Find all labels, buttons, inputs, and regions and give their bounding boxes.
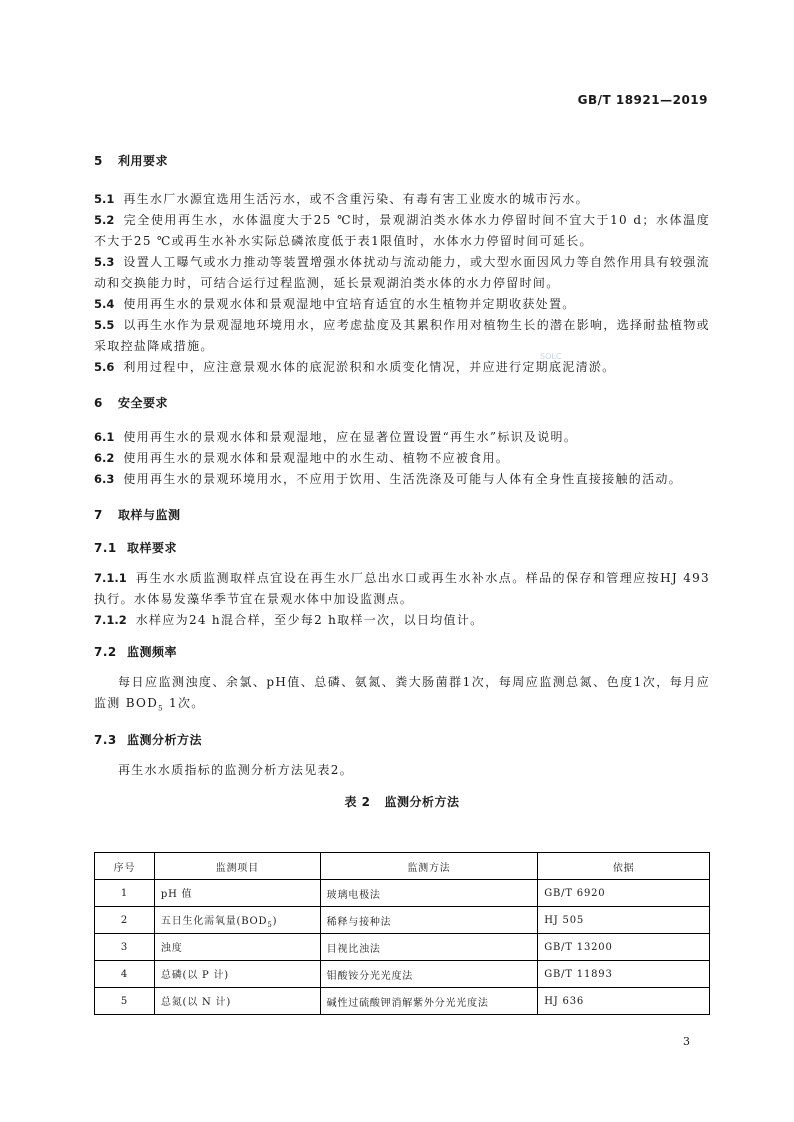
table-row: [95, 961, 710, 988]
column-header: 监测项目: [154, 853, 320, 880]
clause-6-1: [94, 427, 710, 448]
section-number: 7: [94, 508, 103, 522]
clause-text: 设置人工曝气或水力推动等装置增强水体扰动与流动能力，或大型水面因风力等自然作用具有较强流动和交换能力时，可结合运行过程监测，延长景观湖泊类水体的水力停留时间。: [94, 255, 710, 290]
section-title: 利用要求: [118, 154, 169, 168]
section-number: 5: [94, 154, 103, 168]
item-text: 五日生化需氧量(BOD: [160, 915, 268, 927]
section-number: 7.3: [94, 733, 117, 748]
item-subscript: 5: [267, 920, 273, 929]
clause-number: 6.3: [94, 472, 115, 486]
table-row: [95, 880, 710, 907]
section-title: 安全要求: [118, 396, 169, 410]
item-tail: ): [272, 915, 278, 927]
clause-number: 7.1.1: [94, 571, 127, 585]
table-caption: [94, 793, 710, 810]
clause-text: 完全使用再生水，水体温度大于25 ℃时，景观湖泊类水体水力停留时间不宜大于10 d；水体温度不大于25 ℃或再生水补水实际总磷浓度低于表1限值时，水体水力停留时间可延长。: [94, 213, 710, 248]
cell-no: 3: [95, 934, 155, 961]
clause-text: 再生水水质监测取样点宜设在再生水厂总出水口或再生水补水点。样品的保存和管理应按HJ 493执行。水体易发藻华季节宜在景观水体中加设监测点。: [94, 571, 710, 606]
column-header: 监测方法: [320, 853, 538, 880]
table-row: [95, 934, 710, 961]
clause-5-6: [94, 357, 710, 378]
clause-number: 5.5: [94, 318, 115, 332]
table-title: 监测分析方法: [384, 795, 460, 810]
item-text: 浊度: [160, 942, 183, 954]
item-text: 总氮(以 N 计): [160, 996, 232, 1008]
clause-number: 5.2: [94, 213, 115, 227]
subscript: 5: [158, 704, 164, 713]
cell-item: [154, 907, 320, 934]
section-number: 7.2: [94, 645, 117, 659]
clause-text: 使用再生水的景观水体和景观湿地，应在显著位置设置“再生水”标识及说明。: [123, 430, 578, 444]
clause-number: 5.4: [94, 297, 115, 311]
clause-number: 5.1: [94, 192, 115, 206]
section-6-heading: [94, 394, 710, 411]
item-text: 总磷(以 P 计): [160, 969, 230, 981]
clause-number: 7.1.2: [94, 613, 127, 627]
clause-text: 以再生水作为景观湿地环境用水，应考虑盐度及其累积作用对植物生长的潜在影响，选择耐盐植物或采取控盐降咸措施。: [94, 318, 710, 353]
clause-5-4: [94, 294, 710, 315]
clause-number: 6.1: [94, 430, 115, 444]
cell-no: 5: [95, 988, 155, 1015]
clause-text: 再生水厂水源宜选用生活污水，或不含重污染、有毒有害工业废水的城市污水。: [123, 192, 589, 206]
clause-text: 使用再生水的景观水体和景观湿地中宜培育适宜的水生植物并定期收获处置。: [123, 297, 576, 311]
section-7-heading: [94, 506, 710, 523]
section-title: 取样与监测: [118, 508, 181, 522]
clause-text: 利用过程中，应注意景观水体的底泥淤积和水质变化情况，并应进行定期底泥清淤。: [123, 360, 616, 374]
clause-6-3: [94, 469, 710, 490]
cell-item: [154, 880, 320, 907]
frequency-text-b: 1次。: [163, 696, 205, 710]
clause-number: 5.3: [94, 255, 115, 269]
cell-basis: GB/T 13200: [538, 934, 710, 961]
clause-text: 水样应为24 h混合样，至少每2 h取样一次，以日均值计。: [135, 613, 484, 627]
watermark: SOLC: [540, 352, 562, 361]
clause-text: 使用再生水的景观环境用水，不应用于饮用、生活洗涤及可能与人体有全身性直接接触的活动。: [123, 472, 682, 486]
cell-method: 玻璃电极法: [320, 880, 538, 907]
table-number: 表 2: [344, 795, 371, 810]
cell-no: 1: [95, 880, 155, 907]
section-title: 监测分析方法: [127, 733, 203, 748]
frequency-text-a: 每日应监测浊度、余氯、pH值、总磷、氨氮、粪大肠菌群1次，每周应监测总氮、色度1次，每月应监测 BOD: [94, 675, 710, 710]
clause-text: 使用再生水的景观水体和景观湿地中的水生动、植物不应被食用。: [123, 451, 510, 465]
cell-method: 稀释与接种法: [320, 907, 538, 934]
section-title: 监测频率: [127, 645, 178, 659]
cell-no: 4: [95, 961, 155, 988]
section-title: 取样要求: [127, 541, 178, 555]
section-number: 6: [94, 396, 103, 410]
table-header-row: [95, 853, 710, 880]
cell-method: 钼酸铵分光光度法: [320, 961, 538, 988]
column-header: 依据: [538, 853, 710, 880]
section-5-heading: [94, 152, 710, 169]
monitoring-frequency-text: [94, 672, 710, 719]
document-body: [94, 150, 710, 810]
cell-basis: GB/T 6920: [538, 880, 710, 907]
section-7-3-heading: [94, 731, 710, 748]
cell-method: 碱性过硫酸钾消解紫外分光光度法: [320, 988, 538, 1015]
column-header: 序号: [95, 853, 155, 880]
clause-7-1-1: [94, 568, 710, 610]
cell-basis: HJ 505: [538, 907, 710, 934]
analysis-method-text: 再生水水质指标的监测分析方法见表2。: [118, 763, 354, 778]
cell-no: 2: [95, 907, 155, 934]
item-text: pH 值: [160, 888, 193, 900]
clause-7-1-2: [94, 610, 710, 631]
table-row: [95, 907, 710, 934]
monitoring-methods-table: [94, 852, 710, 1015]
clause-6-2: [94, 448, 710, 469]
cell-item: [154, 988, 320, 1015]
cell-item: [154, 934, 320, 961]
clause-5-2: [94, 210, 710, 252]
standard-number: GB/T 18921—2019: [577, 93, 708, 107]
section-7-1-heading: [94, 539, 710, 556]
clause-number: 6.2: [94, 451, 115, 465]
clause-5-1: [94, 189, 710, 210]
cell-basis: HJ 636: [538, 988, 710, 1015]
cell-basis: GB/T 11893: [538, 961, 710, 988]
table-row: [95, 988, 710, 1015]
section-number: 7.1: [94, 541, 117, 555]
clause-5-3: [94, 252, 710, 294]
page-number: 3: [683, 1035, 690, 1048]
clause-5-5: [94, 315, 710, 357]
cell-method: 目视比浊法: [320, 934, 538, 961]
section-7-2-heading: [94, 643, 710, 660]
clause-number: 5.6: [94, 360, 115, 374]
cell-item: [154, 961, 320, 988]
